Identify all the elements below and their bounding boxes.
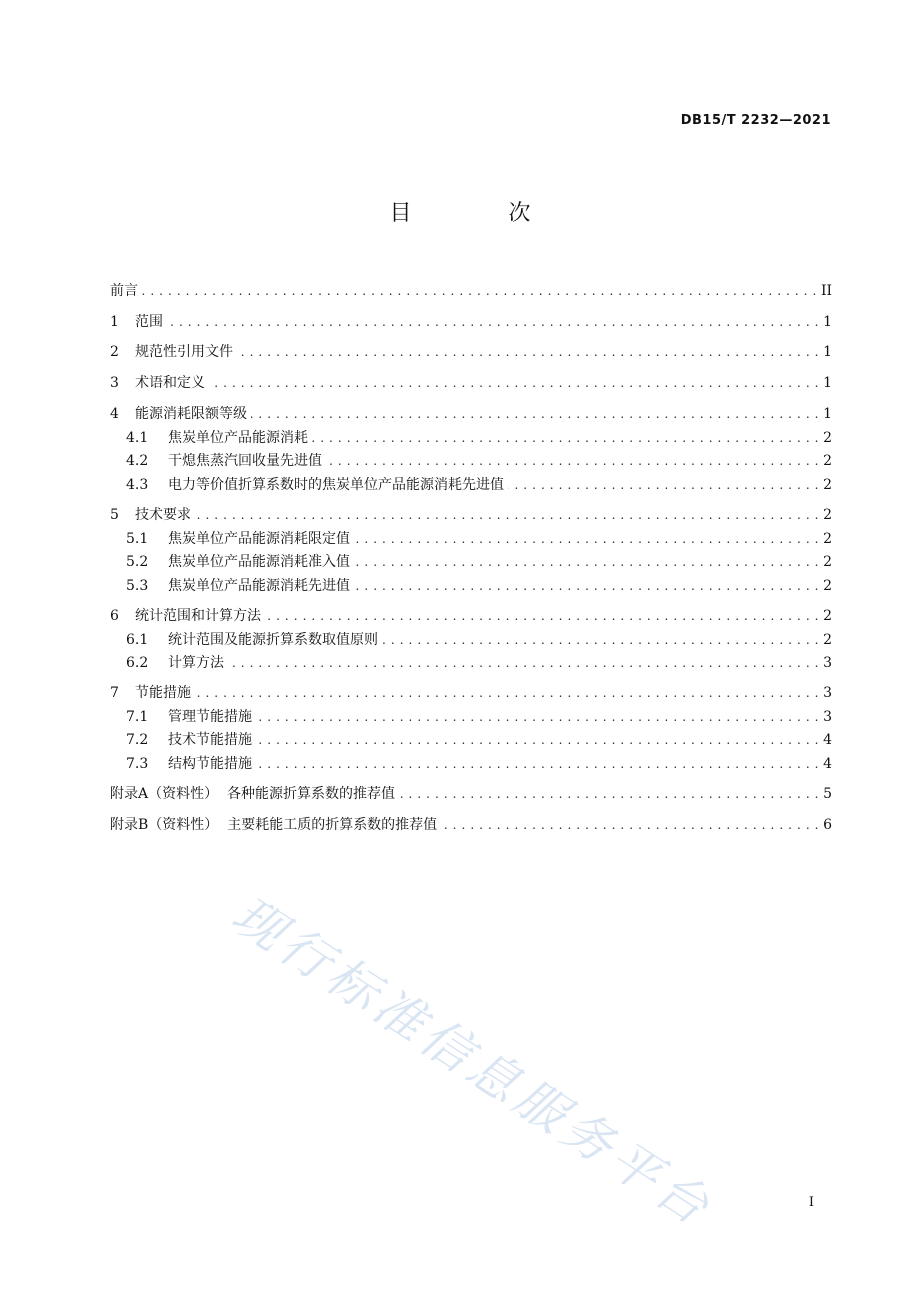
toc-entry-number: 2 <box>110 344 119 360</box>
toc-entry-label: 计算方法 <box>168 655 224 671</box>
toc-leader <box>256 730 819 750</box>
toc-entry-1[interactable] <box>110 312 832 332</box>
document-code: DB15/T 2232—2021 <box>680 113 831 128</box>
toc-entry-page: 6 <box>823 817 832 833</box>
toc-entry-7-2[interactable] <box>110 730 832 750</box>
toc-entry-page: 2 <box>823 531 832 547</box>
toc-entry-page: 1 <box>823 344 832 360</box>
toc-entry-label: 焦炭单位产品能源消耗 <box>168 430 308 446</box>
toc-entry-5-2[interactable] <box>110 552 832 572</box>
toc-leader <box>195 683 819 703</box>
toc-entry-page: 1 <box>823 314 832 330</box>
toc-entry-page: 1 <box>823 375 832 391</box>
toc-entry-label: 干熄焦蒸汽回收量先进值 <box>168 453 322 469</box>
watermark: 现行标准信息服务平台 <box>222 885 724 1239</box>
toc-leader <box>228 653 819 673</box>
toc-entry-3[interactable] <box>110 373 832 393</box>
toc-entry-page: 2 <box>823 578 832 594</box>
toc-entry-label: 技术要求 <box>135 507 191 523</box>
toc-entry-5-3[interactable] <box>110 576 832 596</box>
page-number: I <box>808 1195 814 1210</box>
toc-leader <box>142 281 817 301</box>
toc-leader <box>508 475 819 495</box>
toc-entry-annex-a[interactable] <box>110 784 832 804</box>
toc-entry-label: 结构节能措施 <box>168 756 252 772</box>
toc-leader <box>354 576 819 596</box>
toc-entry-label: 前言 <box>110 283 138 299</box>
toc-entry-number: 6.1 <box>126 632 149 648</box>
toc-entry-number: 6 <box>110 608 119 624</box>
toc-leader <box>209 373 819 393</box>
toc-entry-number: 7 <box>110 685 119 701</box>
toc-entry-foreword[interactable] <box>110 281 832 301</box>
toc-leader <box>399 784 819 804</box>
toc-entry-5-1[interactable] <box>110 529 832 549</box>
toc-entry-label: 附录A（资料性） 各种能源折算系数的推荐值 <box>110 786 396 802</box>
toc-entry-page: 4 <box>823 756 832 772</box>
toc-leader <box>312 428 819 448</box>
toc-entry-annex-b[interactable] <box>110 815 832 835</box>
toc-entry-6[interactable] <box>110 606 832 626</box>
toc-entry-label: 能源消耗限额等级 <box>135 406 247 422</box>
toc-entry-label: 焦炭单位产品能源消耗限定值 <box>168 531 350 547</box>
toc-entry-number: 4.3 <box>126 477 149 493</box>
toc-entry-4-1[interactable] <box>110 428 832 448</box>
toc-leader <box>237 342 819 362</box>
toc-entry-number: 1 <box>110 314 119 330</box>
toc-entry-2[interactable] <box>110 342 832 362</box>
toc-entry-label: 技术节能措施 <box>168 732 252 748</box>
toc-leader <box>251 404 819 424</box>
toc-entry-label: 节能措施 <box>135 685 191 701</box>
toc-leader <box>256 754 819 774</box>
toc-entry-7-3[interactable] <box>110 754 832 774</box>
toc-entry-number: 5.1 <box>126 531 149 547</box>
toc-entry-number: 5.3 <box>126 578 149 594</box>
toc-entry-page: 2 <box>823 477 832 493</box>
toc-entry-page: 2 <box>823 554 832 570</box>
toc-entry-6-2[interactable] <box>110 653 832 673</box>
toc-entry-page: 5 <box>823 786 832 802</box>
toc-leader <box>382 630 819 650</box>
toc-entry-label: 附录B（资料性） 主要耗能工质的折算系数的推荐值 <box>110 817 438 833</box>
toc-entry-label: 统计范围和计算方法 <box>135 608 261 624</box>
toc-entry-number: 7.1 <box>126 709 149 725</box>
page-title: 目 次 <box>389 201 576 226</box>
toc-entry-page: 2 <box>823 608 832 624</box>
toc-entry-label: 术语和定义 <box>135 375 205 391</box>
toc-entry-number: 7.2 <box>126 732 149 748</box>
toc-entry-page: 3 <box>823 655 832 671</box>
toc-entry-5[interactable] <box>110 505 832 525</box>
toc-entry-page: II <box>820 283 832 299</box>
toc-entry-label: 焦炭单位产品能源消耗准入值 <box>168 554 350 570</box>
toc-leader <box>256 707 819 727</box>
toc-entry-7-1[interactable] <box>110 707 832 727</box>
toc-entry-page: 3 <box>823 709 832 725</box>
toc-entry-4[interactable] <box>110 404 832 424</box>
toc-entry-page: 4 <box>823 732 832 748</box>
toc-leader <box>441 815 819 835</box>
toc-leader <box>354 552 819 572</box>
toc-entry-label: 范围 <box>135 314 163 330</box>
toc-entry-label: 管理节能措施 <box>168 709 252 725</box>
toc-entry-number: 4 <box>110 406 119 422</box>
toc-entry-4-3[interactable] <box>110 475 832 495</box>
toc-entry-page: 2 <box>823 507 832 523</box>
toc-leader <box>354 529 819 549</box>
toc-entry-label: 焦炭单位产品能源消耗先进值 <box>168 578 350 594</box>
toc-entry-number: 7.3 <box>126 756 149 772</box>
toc-entry-page: 2 <box>823 632 832 648</box>
toc-entry-number: 6.2 <box>126 655 149 671</box>
toc-entry-6-1[interactable] <box>110 630 832 650</box>
toc-entry-number: 5 <box>110 507 119 523</box>
toc-entry-4-2[interactable] <box>110 451 832 471</box>
toc-entry-number: 5.2 <box>126 554 149 570</box>
toc-entry-label: 规范性引用文件 <box>135 344 233 360</box>
toc-leader <box>326 451 819 471</box>
toc-entry-label: 统计范围及能源折算系数取值原则 <box>168 632 378 648</box>
toc-entry-7[interactable] <box>110 683 832 703</box>
toc-entry-page: 3 <box>823 685 832 701</box>
toc-entry-label: 电力等价值折算系数时的焦炭单位产品能源消耗先进值 <box>168 477 504 493</box>
toc-leader <box>265 606 819 626</box>
toc-entry-page: 2 <box>823 430 832 446</box>
toc-leader <box>195 505 819 525</box>
toc-leader <box>167 312 819 332</box>
toc-entry-number: 4.2 <box>126 453 149 469</box>
toc-entry-page: 2 <box>823 453 832 469</box>
toc-entry-number: 3 <box>110 375 119 391</box>
toc-entry-page: 1 <box>823 406 832 422</box>
toc-entry-number: 4.1 <box>126 430 149 446</box>
